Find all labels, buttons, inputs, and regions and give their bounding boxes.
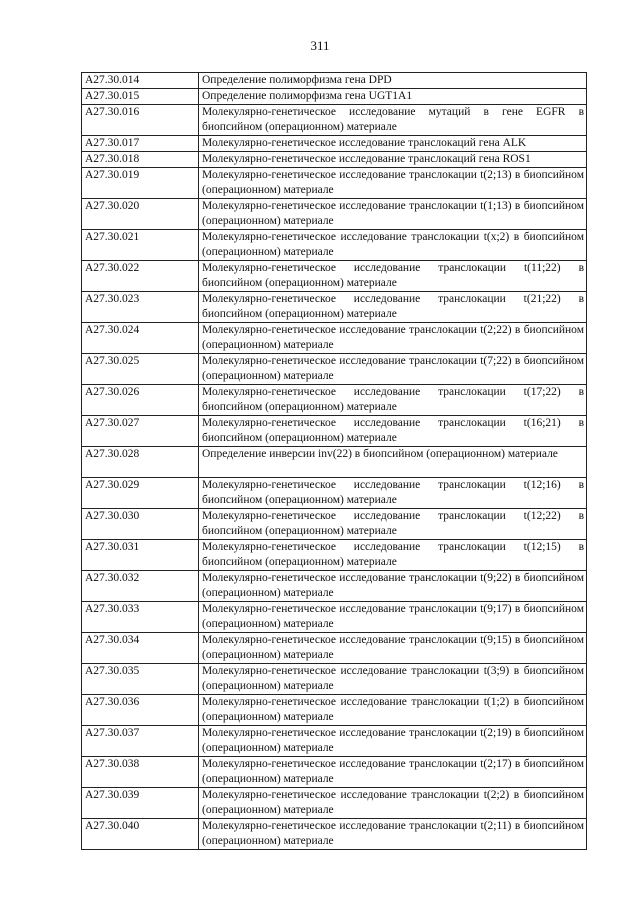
- service-description-cell: Молекулярно-генетическое исследование транслокации t(2;19) в биопсийном (операционном) материале: [199, 726, 587, 757]
- service-description-cell: Определение полиморфизма гена DPD: [199, 73, 587, 89]
- service-description-cell: Молекулярно-генетическое исследование транслокации t(12;15) в биопсийном (операционном) материале: [199, 540, 587, 571]
- service-description-cell: Определение полиморфизма гена UGT1A1: [199, 89, 587, 105]
- service-code-cell: A27.30.016: [82, 105, 199, 136]
- service-codes-body: [82, 73, 587, 850]
- service-code-cell: A27.30.034: [82, 633, 199, 664]
- service-description-cell: Молекулярно-генетическое исследование транслокации t(12;16) в биопсийном (операционном) материале: [199, 478, 587, 509]
- service-code-cell: A27.30.020: [82, 199, 199, 230]
- service-description-cell: Молекулярно-генетическое исследование транслокаций гена ALK: [199, 136, 587, 152]
- service-code-cell: A27.30.019: [82, 168, 199, 199]
- service-code-cell: A27.30.039: [82, 788, 199, 819]
- service-description-cell: Молекулярно-генетическое исследование транслокации t(2;11) в биопсийном (операционном) материале: [199, 819, 587, 850]
- table-row: [82, 447, 587, 478]
- table-row: [82, 385, 587, 416]
- service-code-cell: A27.30.015: [82, 89, 199, 105]
- service-code-cell: A27.30.025: [82, 354, 199, 385]
- service-code-cell: A27.30.027: [82, 416, 199, 447]
- service-code-cell: A27.30.014: [82, 73, 199, 89]
- service-description-cell: Молекулярно-генетическое исследование транслокации t(16;21) в биопсийном (операционном) материале: [199, 416, 587, 447]
- table-row: [82, 168, 587, 199]
- service-description-cell: Молекулярно-генетическое исследование транслокации t(21;22) в биопсийном (операционном) материале: [199, 292, 587, 323]
- service-description-cell: Молекулярно-генетическое исследование транслокации t(2;13) в биопсийном (операционном) материале: [199, 168, 587, 199]
- table-row: [82, 323, 587, 354]
- table-row: [82, 478, 587, 509]
- page-number: 311: [310, 38, 330, 53]
- table-row: [82, 292, 587, 323]
- service-code-cell: A27.30.028: [82, 447, 199, 478]
- service-description-cell: Молекулярно-генетическое исследование мутаций в гене EGFR в биопсийном (операционном) материале: [199, 105, 587, 136]
- service-code-cell: A27.30.021: [82, 230, 199, 261]
- table-row: [82, 664, 587, 695]
- service-code-cell: A27.30.022: [82, 261, 199, 292]
- service-code-cell: A27.30.035: [82, 664, 199, 695]
- service-description-cell: Молекулярно-генетическое исследование транслокации t(2;22) в биопсийном (операционном) материале: [199, 323, 587, 354]
- table-row: [82, 416, 587, 447]
- table-row: [82, 571, 587, 602]
- service-code-cell: A27.30.018: [82, 152, 199, 168]
- table-row: [82, 509, 587, 540]
- service-description-cell: Молекулярно-генетическое исследование транслокации t(17;22) в биопсийном (операционном) материале: [199, 385, 587, 416]
- table-row: [82, 695, 587, 726]
- service-description-cell: Молекулярно-генетическое исследование транслокации t(1;2) в биопсийном (операционном) материале: [199, 695, 587, 726]
- service-description-cell: Молекулярно-генетическое исследование транслокации t(1;13) в биопсийном (операционном) материале: [199, 199, 587, 230]
- table-row: [82, 788, 587, 819]
- service-code-cell: A27.30.030: [82, 509, 199, 540]
- service-code-cell: A27.30.031: [82, 540, 199, 571]
- service-code-cell: A27.30.040: [82, 819, 199, 850]
- service-code-cell: A27.30.037: [82, 726, 199, 757]
- service-description-cell: Молекулярно-генетическое исследование транслокации t(12;22) в биопсийном (операционном) материале: [199, 509, 587, 540]
- service-code-cell: A27.30.036: [82, 695, 199, 726]
- table-row: [82, 633, 587, 664]
- service-codes-table: [81, 72, 587, 850]
- service-description-cell: Молекулярно-генетическое исследование транслокаций гена ROS1: [199, 152, 587, 168]
- table-row: [82, 757, 587, 788]
- service-description-cell: Молекулярно-генетическое исследование транслокации t(9;22) в биопсийном (операционном) материале: [199, 571, 587, 602]
- service-code-cell: A27.30.038: [82, 757, 199, 788]
- service-description-cell: Молекулярно-генетическое исследование транслокации t(9;17) в биопсийном (операционном) материале: [199, 602, 587, 633]
- table-row: [82, 261, 587, 292]
- service-description-cell: Молекулярно-генетическое исследование транслокации t(11;22) в биопсийном (операционном) материале: [199, 261, 587, 292]
- table-row: [82, 105, 587, 136]
- table-row: [82, 230, 587, 261]
- table-row: [82, 152, 587, 168]
- service-description-cell: Определение инверсии inv(22) в биопсийном (операционном) материале: [199, 447, 587, 478]
- table-row: [82, 136, 587, 152]
- service-description-cell: Молекулярно-генетическое исследование транслокации t(3;9) в биопсийном (операционном) материале: [199, 664, 587, 695]
- service-description-cell: Молекулярно-генетическое исследование транслокации t(2;2) в биопсийном (операционном) материале: [199, 788, 587, 819]
- service-description-cell: Молекулярно-генетическое исследование транслокации t(x;2) в биопсийном (операционном) материале: [199, 230, 587, 261]
- table-row: [82, 199, 587, 230]
- table-row: [82, 89, 587, 105]
- service-code-cell: A27.30.024: [82, 323, 199, 354]
- service-code-cell: A27.30.017: [82, 136, 199, 152]
- service-code-cell: A27.30.032: [82, 571, 199, 602]
- table-row: [82, 73, 587, 89]
- table-row: [82, 540, 587, 571]
- service-code-cell: A27.30.023: [82, 292, 199, 323]
- table-row: [82, 726, 587, 757]
- table-row: [82, 602, 587, 633]
- service-description-cell: Молекулярно-генетическое исследование транслокации t(2;17) в биопсийном (операционном) материале: [199, 757, 587, 788]
- service-description-cell: Молекулярно-генетическое исследование транслокации t(9;15) в биопсийном (операционном) материале: [199, 633, 587, 664]
- service-code-cell: A27.30.026: [82, 385, 199, 416]
- service-code-cell: A27.30.029: [82, 478, 199, 509]
- service-description-cell: Молекулярно-генетическое исследование транслокации t(7;22) в биопсийном (операционном) материале: [199, 354, 587, 385]
- table-row: [82, 819, 587, 850]
- table-row: [82, 354, 587, 385]
- service-code-cell: A27.30.033: [82, 602, 199, 633]
